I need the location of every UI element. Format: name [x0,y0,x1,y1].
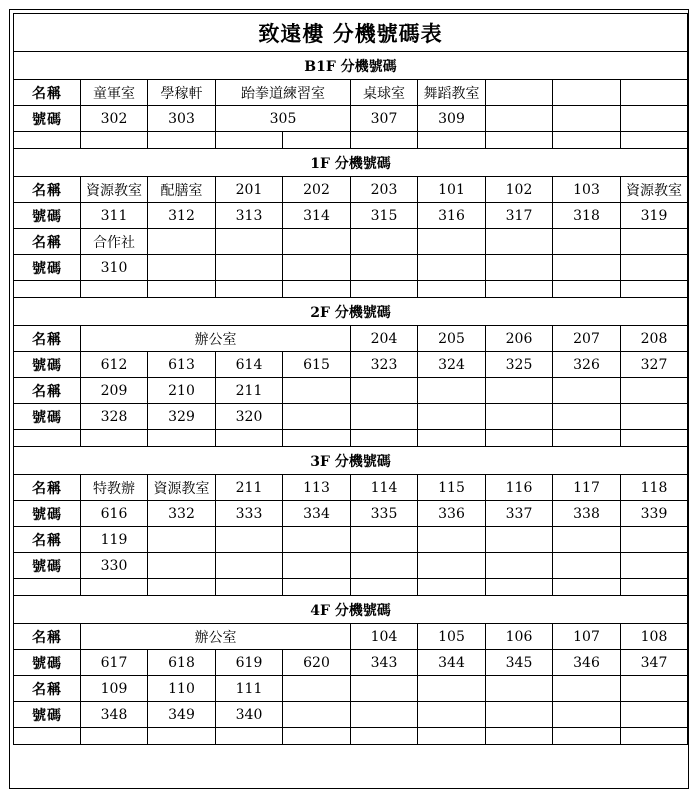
extension-row [14,404,688,430]
empty-cell [283,132,351,149]
extension-number-cell [283,702,351,728]
empty-cell [553,728,621,745]
room-name-cell: 配膳室 [148,177,216,203]
room-name-cell: 101 [418,177,486,203]
extension-number-cell: 317 [486,203,553,229]
room-name-cell: 211 [216,475,283,501]
room-name-cell [283,527,351,553]
extension-row [14,501,688,527]
room-name-cell: 119 [81,527,148,553]
extension-number-cell: 620 [283,650,351,676]
room-name-cell [351,378,418,404]
room-name-cell: 資源教室 [148,475,216,501]
room-name-cell: 205 [418,326,486,352]
extension-number-cell: 343 [351,650,418,676]
name-row [14,624,688,650]
room-name-cell [148,229,216,255]
room-name-cell [486,229,553,255]
room-name-cell: 合作社 [81,229,148,255]
spacer-row [14,728,688,745]
room-name-cell [486,80,553,106]
room-name-cell: 116 [486,475,553,501]
room-name-cell: 108 [621,624,688,650]
extension-number-cell [351,404,418,430]
empty-cell [148,430,216,447]
extension-table [13,13,688,745]
room-name-cell [621,676,688,702]
extension-number-cell: 339 [621,501,688,527]
empty-cell [351,579,418,596]
extension-row [14,106,688,132]
name-row [14,326,688,352]
extension-number-cell [351,702,418,728]
empty-cell [14,281,81,298]
room-name-cell [621,527,688,553]
empty-cell [351,430,418,447]
empty-cell [351,281,418,298]
spacer-row [14,430,688,447]
room-name-cell: 103 [553,177,621,203]
extension-number-cell: 314 [283,203,351,229]
empty-cell [553,281,621,298]
name-row [14,527,688,553]
extension-number-cell [283,255,351,281]
room-name-cell [553,378,621,404]
empty-cell [486,132,553,149]
name-row [14,475,688,501]
room-name-cell [418,229,486,255]
room-name-cell [418,676,486,702]
extension-number-cell [418,553,486,579]
empty-cell [283,430,351,447]
room-name-cell [148,527,216,553]
empty-cell [14,579,81,596]
name-row-label: 名稱 [14,527,81,553]
floor-heading: 3F 分機號碼 [14,447,688,475]
floor-heading-row [14,447,688,475]
extension-row [14,352,688,378]
floor-heading: B1F 分機號碼 [14,52,688,80]
extension-number-cell: 344 [418,650,486,676]
extension-number-cell [418,255,486,281]
extension-number-cell: 320 [216,404,283,430]
name-row [14,80,688,106]
empty-cell [553,579,621,596]
room-name-cell: 102 [486,177,553,203]
name-row [14,378,688,404]
extension-number-cell: 333 [216,501,283,527]
extension-number-cell [351,553,418,579]
empty-cell [553,430,621,447]
empty-cell [621,132,688,149]
extension-number-cell [486,702,553,728]
spacer-row [14,281,688,298]
extension-number-cell [621,106,688,132]
room-name-cell [553,80,621,106]
extension-number-cell [418,702,486,728]
room-name-cell: 111 [216,676,283,702]
spacer-row [14,132,688,149]
room-name-cell: 童軍室 [81,80,148,106]
extension-number-cell: 345 [486,650,553,676]
extension-number-cell: 303 [148,106,216,132]
extension-number-cell: 316 [418,203,486,229]
extension-number-cell: 336 [418,501,486,527]
name-row-label: 名稱 [14,676,81,702]
room-name-cell: 209 [81,378,148,404]
extension-row [14,203,688,229]
empty-cell [418,132,486,149]
extension-number-cell: 315 [351,203,418,229]
room-name-cell [283,378,351,404]
empty-cell [553,132,621,149]
extension-number-cell: 334 [283,501,351,527]
room-name-cell [351,676,418,702]
empty-cell [216,430,283,447]
extension-number-cell: 329 [148,404,216,430]
empty-cell [81,728,148,745]
empty-cell [621,579,688,596]
floor-heading-row [14,596,688,624]
empty-cell [148,579,216,596]
extension-number-cell: 310 [81,255,148,281]
title-row [14,14,688,52]
room-name-cell: 桌球室 [351,80,418,106]
extension-number-cell [553,106,621,132]
empty-cell [81,132,148,149]
room-name-cell: 舞蹈教室 [418,80,486,106]
room-name-cell [216,229,283,255]
empty-cell [351,728,418,745]
extension-number-cell [621,702,688,728]
extension-number-cell: 619 [216,650,283,676]
room-name-cell [216,527,283,553]
extension-row-label: 號碼 [14,404,81,430]
extension-number-cell: 305 [216,106,351,132]
extension-number-cell: 612 [81,352,148,378]
name-row [14,676,688,702]
extension-number-cell: 313 [216,203,283,229]
extension-number-cell: 324 [418,352,486,378]
room-name-cell [553,676,621,702]
empty-cell [14,430,81,447]
extension-number-cell [486,404,553,430]
room-name-cell: 118 [621,475,688,501]
room-name-cell: 201 [216,177,283,203]
room-name-cell: 114 [351,475,418,501]
extension-number-cell [148,255,216,281]
room-name-cell: 206 [486,326,553,352]
empty-cell [81,579,148,596]
room-name-cell: 203 [351,177,418,203]
empty-cell [14,728,81,745]
room-name-cell: 115 [418,475,486,501]
empty-cell [148,132,216,149]
floor-heading: 4F 分機號碼 [14,596,688,624]
extension-number-cell: 309 [418,106,486,132]
room-name-cell: 211 [216,378,283,404]
extension-number-cell: 340 [216,702,283,728]
empty-cell [351,132,418,149]
room-name-cell [486,378,553,404]
empty-cell [216,728,283,745]
extension-number-cell: 614 [216,352,283,378]
extension-number-cell [553,404,621,430]
name-row-label: 名稱 [14,177,81,203]
extension-row-label: 號碼 [14,352,81,378]
extension-number-cell [553,702,621,728]
name-row [14,229,688,255]
extension-number-cell: 326 [553,352,621,378]
room-name-cell: 204 [351,326,418,352]
room-name-cell: 104 [351,624,418,650]
name-row-label: 名稱 [14,80,81,106]
room-name-cell [418,527,486,553]
extension-number-cell [621,404,688,430]
floor-heading-row [14,149,688,177]
extension-row-label: 號碼 [14,702,81,728]
extension-number-cell [216,553,283,579]
extension-number-cell: 318 [553,203,621,229]
extension-number-cell [418,404,486,430]
name-row-label: 名稱 [14,229,81,255]
extension-number-cell: 335 [351,501,418,527]
room-name-cell: 跆拳道練習室 [216,80,351,106]
extension-number-cell [351,255,418,281]
empty-cell [418,579,486,596]
extension-number-cell: 346 [553,650,621,676]
empty-cell [216,132,283,149]
extension-number-cell: 312 [148,203,216,229]
name-row-label: 名稱 [14,475,81,501]
room-name-cell [621,80,688,106]
name-row-label: 名稱 [14,326,81,352]
room-name-cell: 105 [418,624,486,650]
empty-cell [81,281,148,298]
empty-cell [486,430,553,447]
empty-cell [283,281,351,298]
page-title: 致遠樓 分機號碼表 [14,14,688,52]
extension-number-cell [486,106,553,132]
empty-cell [283,728,351,745]
empty-cell [418,430,486,447]
empty-cell [216,281,283,298]
extension-row-label: 號碼 [14,501,81,527]
name-row [14,177,688,203]
extension-number-cell: 348 [81,702,148,728]
extension-number-cell: 323 [351,352,418,378]
empty-cell [418,728,486,745]
extension-number-cell: 338 [553,501,621,527]
room-name-cell [621,378,688,404]
extension-number-cell: 319 [621,203,688,229]
empty-cell [283,579,351,596]
room-name-cell [351,527,418,553]
extension-number-cell: 302 [81,106,148,132]
extension-number-cell: 337 [486,501,553,527]
extension-row [14,255,688,281]
extension-row-label: 號碼 [14,106,81,132]
extension-row-label: 號碼 [14,203,81,229]
name-row-label: 名稱 [14,378,81,404]
room-name-cell [486,527,553,553]
extension-row [14,650,688,676]
empty-cell [148,281,216,298]
extension-row-label: 號碼 [14,553,81,579]
extension-number-cell [486,255,553,281]
room-name-cell: 207 [553,326,621,352]
floor-heading-row [14,52,688,80]
extension-number-cell [283,553,351,579]
empty-cell [621,281,688,298]
room-name-cell: 117 [553,475,621,501]
extension-number-cell: 615 [283,352,351,378]
room-name-cell [351,229,418,255]
room-name-cell: 106 [486,624,553,650]
room-name-cell: 辦公室 [81,624,351,650]
extension-number-cell [621,553,688,579]
extension-number-cell: 617 [81,650,148,676]
extension-number-cell: 332 [148,501,216,527]
room-name-cell: 資源教室 [621,177,688,203]
extension-number-cell: 618 [148,650,216,676]
empty-cell [621,728,688,745]
extension-number-cell: 325 [486,352,553,378]
extension-number-cell [553,255,621,281]
room-name-cell [621,229,688,255]
extension-row-label: 號碼 [14,255,81,281]
room-name-cell: 202 [283,177,351,203]
room-name-cell: 學稼軒 [148,80,216,106]
room-name-cell: 210 [148,378,216,404]
extension-number-cell: 349 [148,702,216,728]
extension-number-cell: 327 [621,352,688,378]
room-name-cell [486,676,553,702]
room-name-cell [418,378,486,404]
spacer-row [14,579,688,596]
table-body [14,14,688,745]
extension-row [14,553,688,579]
extension-number-cell [216,255,283,281]
room-name-cell [283,676,351,702]
room-name-cell [283,229,351,255]
room-name-cell [553,229,621,255]
extension-number-cell: 311 [81,203,148,229]
empty-cell [14,132,81,149]
extension-number-cell: 328 [81,404,148,430]
room-name-cell: 110 [148,676,216,702]
empty-cell [418,281,486,298]
room-name-cell: 107 [553,624,621,650]
extension-number-cell: 307 [351,106,418,132]
extension-number-cell: 347 [621,650,688,676]
room-name-cell: 109 [81,676,148,702]
empty-cell [81,430,148,447]
extension-number-cell [486,553,553,579]
floor-heading: 2F 分機號碼 [14,298,688,326]
extension-number-cell [148,553,216,579]
room-name-cell: 辦公室 [81,326,351,352]
room-name-cell: 208 [621,326,688,352]
room-name-cell [553,527,621,553]
extension-number-cell: 616 [81,501,148,527]
extension-number-cell [553,553,621,579]
empty-cell [486,281,553,298]
room-name-cell: 特教辦 [81,475,148,501]
floor-heading-row [14,298,688,326]
empty-cell [621,430,688,447]
empty-cell [216,579,283,596]
extension-number-cell [621,255,688,281]
extension-row-label: 號碼 [14,650,81,676]
empty-cell [486,579,553,596]
room-name-cell: 113 [283,475,351,501]
extension-number-cell: 330 [81,553,148,579]
extension-number-cell [283,404,351,430]
floor-heading: 1F 分機號碼 [14,149,688,177]
empty-cell [148,728,216,745]
name-row-label: 名稱 [14,624,81,650]
extension-number-cell: 613 [148,352,216,378]
extension-row [14,702,688,728]
empty-cell [486,728,553,745]
room-name-cell: 資源教室 [81,177,148,203]
